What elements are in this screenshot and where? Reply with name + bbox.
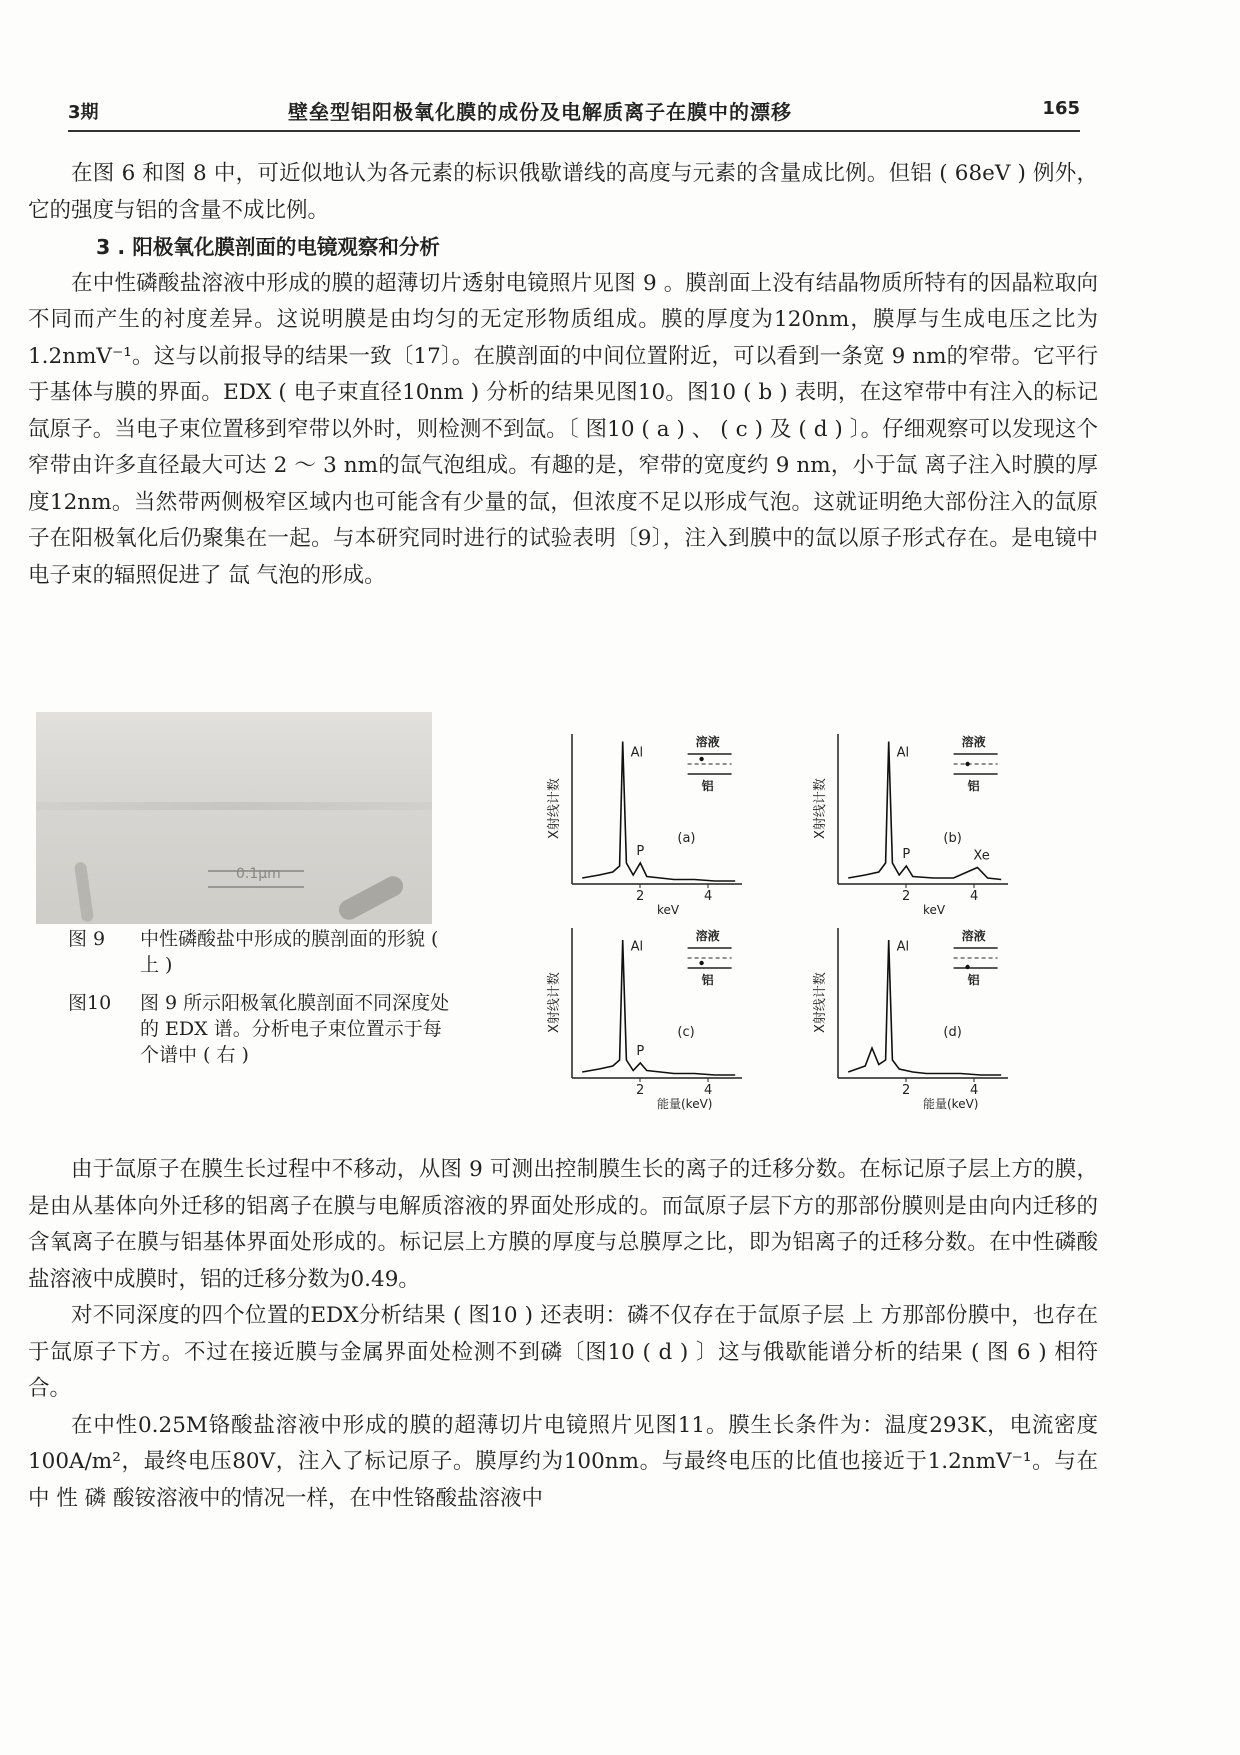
paragraph: 在中性0.25M铬酸盐溶液中形成的膜的超薄切片电镜照片见图11。膜生长条件为：温度293K，电流密度100A/m²，最终电压80V，注入了标记原子。膜厚约为100nm。与最终电压的比值也接近于1.2nmV⁻¹。与在 中 性 磷 酸铵溶液中的情况一样，在中性铬酸盐溶液中: [28, 1412, 1098, 1511]
running-header: [68, 96, 1080, 132]
inset-solution-label: 溶液: [695, 929, 720, 943]
figure9-label: 图 9: [68, 928, 106, 950]
xenon-marker-band: [36, 802, 432, 810]
scale-bar-label: 0.1μm: [236, 866, 281, 882]
x-axis-label: 能量(keV): [657, 1097, 713, 1111]
y-axis-label: X射线计数: [813, 778, 828, 839]
inset-solution-label: 溶液: [961, 735, 986, 749]
spectrum-line: [582, 742, 735, 882]
electron-beam-position-marker: [965, 762, 969, 766]
x-axis-label: 能量(keV): [923, 1097, 979, 1111]
electron-beam-position-marker: [699, 757, 703, 761]
spectrum-line: [582, 940, 735, 1075]
figure10-label: 图10: [68, 992, 112, 1014]
body-text-bottom: [28, 1152, 1098, 1517]
x-tick-label: 4: [704, 889, 713, 904]
panel-label: (b): [943, 831, 962, 846]
inset-solution-label: 溶液: [695, 735, 720, 749]
x-tick-label: 4: [704, 1083, 713, 1098]
paragraph: 由于氙原子在膜生长过程中不移动，从图 9 可测出控制膜生长的离子的迁移分数。在标记原子层上方的膜，是由从基体向外迁移的铝离子在膜与电解质溶液的界面处形成的。而氙原子层下方的那部份膜则是由向内迁移的含氧离子在膜与铝基体界面处形成的。标记层上方膜的厚度与总膜厚之比，即为铝离子的迁移分数。在中性磷酸盐溶液中成膜时，铝的迁移分数为0.49。: [28, 1157, 1098, 1292]
section-heading: 3 . 阳极氧化膜剖面的电镜观察和分析: [96, 235, 440, 259]
x-tick-label: 2: [636, 1083, 645, 1098]
inset-aluminum-label: 铝: [967, 779, 980, 793]
photo-artifact: [74, 861, 94, 922]
paragraph: 在中性磷酸盐溶液中形成的膜的超薄切片透射电镜照片见图 9 。膜剖面上没有结晶物质所特有的因晶粒取向不同而产生的衬度差异。这说明膜是由均匀的无定形物质组成。膜的厚度为120nm，膜厚与生成电压之比为1.2nmV⁻¹。这与以前报导的结果一致〔17〕。在膜剖面的中间位置附近，可以看到一条宽 9 nm的窄带。它平行于基体与膜的界面。EDX ( 电子束直径10nm ) 分析的结果见图10。图10 ( b ) 表明，在这窄带中有注入的标记氙原子。当电子束位置移到窄带以外时，则检测不到氙。〔 图10 ( a ) 、 ( c ) 及 ( d ) 〕。仔细观察可以发现这个窄带由许多直径最大可达 2 ～ 3 nm的氙气泡组成。有趣的是，窄带的宽度约 9 nm，小于氙 离子注入时膜的厚度12nm。当然带两侧极窄区域内也可能含有少量的氙，但浓度不足以形成气泡。这就证明绝大部份注入的氙原子在阳极氧化后仍聚集在一起。与本研究同时进行的试验表明〔9〕，注入到膜中的氙以原子形式存在。是电镜中电子束的辐照促进了 氙 气泡的形成。: [28, 270, 1098, 588]
spectrum-line: [848, 940, 1001, 1075]
inset-aluminum-label: 铝: [967, 973, 980, 987]
paragraph: 对不同深度的四个位置的EDX分析结果 ( 图10 ) 还表明：磷不仅存在于氙原子层 上 方那部份膜中，也存在于氙原子下方。不过在接近膜与金属界面处检测不到磷〔图10 ( d ) 〕这与俄歇能谱分析的结果 ( 图 6 ) 相符合。: [28, 1303, 1098, 1401]
panel-label: (c): [677, 1025, 695, 1040]
y-axis-label: X射线计数: [547, 972, 562, 1033]
peak-label-al: Al: [896, 745, 910, 761]
inset-solution-label: 溶液: [961, 929, 986, 943]
paragraph: 在图 6 和图 8 中，可近似地认为各元素的标识俄歇谱线的高度与元素的含量成比例。但铝 ( 68eV ) 例外，它的强度与铝的含量不成比例。: [28, 161, 1098, 223]
x-axis-label: keV: [657, 903, 680, 917]
peak-label-p: P: [636, 844, 645, 859]
x-tick-label: 2: [902, 889, 911, 904]
photo-artifact: [335, 873, 406, 924]
electron-beam-position-marker: [699, 961, 703, 965]
running-title: 壁垒型铝阳极氧化膜的成份及电解质离子在膜中的漂移: [288, 100, 792, 124]
body-text-top: [28, 156, 1098, 594]
x-tick-label: 2: [902, 1083, 911, 1098]
y-axis-label: X射线计数: [547, 778, 562, 839]
issue-number: 3期: [68, 102, 99, 123]
x-tick-label: 4: [970, 1083, 979, 1098]
peak-label-al: Al: [896, 939, 910, 955]
peak-label-xe: Xe: [973, 848, 990, 864]
panel-label: (a): [677, 831, 696, 846]
peak-label-al: Al: [630, 939, 644, 955]
y-axis-label: X射线计数: [813, 972, 828, 1033]
tem-micrograph: [36, 712, 432, 924]
x-tick-label: 2: [636, 889, 645, 904]
inset-aluminum-label: 铝: [701, 779, 714, 793]
peak-label-al: Al: [630, 745, 644, 761]
page-number: 165: [1042, 98, 1080, 119]
peak-label-p: P: [636, 1044, 645, 1059]
panel-label: (d): [943, 1025, 962, 1040]
figure9-caption-text: 中性磷酸盐中形成的膜剖面的形貌 ( 上 ): [140, 928, 439, 976]
x-axis-label: keV: [923, 903, 946, 917]
figure10-caption-text: 图 9 所示阳极氧化膜剖面不同深度处的 EDX 谱。分析电子束位置示于每个谱中 ( 右 ): [140, 992, 450, 1066]
x-tick-label: 4: [970, 889, 979, 904]
edx-spectra-svg: [520, 720, 1080, 1132]
inset-aluminum-label: 铝: [701, 973, 714, 987]
electron-beam-position-marker: [965, 965, 969, 969]
edx-spectra-figure: [520, 720, 1080, 1132]
peak-label-p: P: [902, 847, 911, 862]
